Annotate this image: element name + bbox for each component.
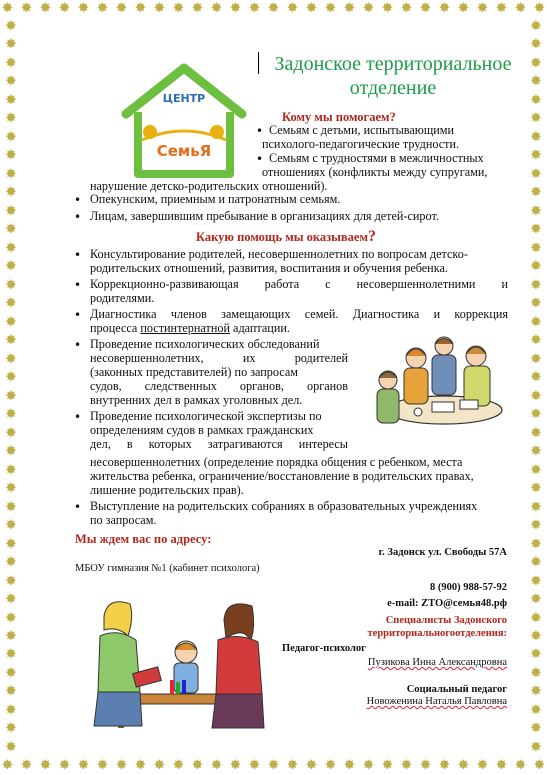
s2-item2-line1: Коррекционно-развивающая работа с несовершеннолетними и (90, 277, 508, 291)
star-icon: ✵ (530, 296, 542, 312)
s2-item3-text-c: адаптации. (229, 321, 290, 335)
star-icon: ✵ (530, 536, 542, 552)
star-icon: ✵ (420, 1, 431, 16)
star-icon: ✵ (458, 758, 469, 773)
star-icon: ✵ (530, 702, 542, 718)
star-icon: ✵ (40, 1, 51, 16)
star-icon: ✵ (530, 55, 542, 71)
star-icon: ✵ (230, 1, 241, 16)
star-icon: ✵ (382, 758, 393, 773)
staff-name-2-text: Новоженина Наталья Павловна (366, 696, 507, 707)
star-icon: ✵ (5, 92, 17, 108)
s2-item6-line2: по запросам. (90, 513, 157, 527)
star-icon: ✵ (530, 314, 542, 330)
people-at-table-icon (372, 328, 510, 438)
star-icon: ✵ (5, 407, 17, 423)
star-icon: ✵ (21, 758, 32, 773)
star-icon: ✵ (530, 481, 542, 497)
star-icon: ✵ (2, 758, 13, 773)
star-icon: ✵ (530, 573, 542, 589)
star-icon: ✵ (530, 148, 542, 164)
star-icon: ✵ (530, 518, 542, 534)
star-icon: ✵ (534, 758, 545, 773)
star-icon: ✵ (306, 1, 317, 16)
staff-name-1-text: Пузикова Инна Александровна (367, 657, 507, 668)
star-icon: ✵ (530, 739, 542, 755)
staff-heading-line2: территориальногоотделения: (367, 628, 507, 639)
star-icon: ✵ (116, 758, 127, 773)
star-icon: ✵ (97, 1, 108, 16)
star-icon: ✵ (5, 129, 17, 145)
star-icon: ✵ (530, 351, 542, 367)
star-icon: ✵ (78, 1, 89, 16)
bullet-icon: • (256, 124, 264, 138)
star-icon: ✵ (5, 665, 17, 681)
s2-item5-line5: жительства ребенка, ограничение/восстановление в родительских правах, (90, 469, 474, 483)
star-icon: ✵ (5, 444, 17, 460)
star-icon: ✵ (530, 203, 542, 219)
star-icon: ✵ (5, 37, 17, 53)
star-icon: ✵ (530, 444, 542, 460)
star-icon: ✵ (515, 1, 526, 16)
star-icon: ✵ (5, 388, 17, 404)
bullet-icon: • (74, 308, 82, 322)
star-icon: ✵ (325, 758, 336, 773)
s1-item2-line3: нарушение детско-родительских отношений). (90, 179, 328, 193)
star-icon: ✵ (249, 758, 260, 773)
star-icon: ✵ (530, 684, 542, 700)
s2-item5-line4: несовершеннолетних (определение порядка общения с ребенком, места (90, 455, 463, 469)
staff-role-1: Педагог-психолог (282, 643, 366, 654)
star-icon: ✵ (382, 1, 393, 16)
star-icon: ✵ (2, 1, 13, 16)
s2-item5-line3: дел, в которых затрагиваются интересы (90, 437, 348, 451)
address-heading: Мы ждем вас по адресу: (75, 532, 212, 546)
star-icon: ✵ (530, 166, 542, 182)
star-icon: ✵ (192, 758, 203, 773)
star-icon: ✵ (59, 1, 70, 16)
star-icon: ✵ (420, 758, 431, 773)
centre-family-logo (120, 62, 248, 180)
contact-phone: 8 (900) 988-57-92 (430, 582, 507, 593)
star-icon: ✵ (530, 333, 542, 349)
star-icon: ✵ (5, 573, 17, 589)
star-icon: ✵ (230, 758, 241, 773)
s2-item3-text-b: постинтернатной (140, 321, 230, 335)
s2-item2-line2: родителями. (90, 291, 155, 305)
s2-item5-line6: лишение родительских прав). (90, 483, 244, 497)
s2-item1-line1: Консультирование родителей, несовершеннолетних по вопросам детско- (90, 247, 468, 261)
star-icon: ✵ (5, 277, 17, 293)
s2-item4-line3: (законных представителей) по запросам (90, 365, 298, 379)
bullet-icon: • (74, 278, 82, 292)
s1-item2-line2: отношениях (конфликты между супругами, (262, 165, 488, 179)
star-border-bottom (0, 757, 547, 775)
address-place: МБОУ гимназия №1 (кабинет психолога) (75, 563, 260, 574)
family-with-psychologist-icon (78, 596, 276, 730)
s2-item4-line2: несовершеннолетних, их родителей (90, 351, 348, 365)
staff-role-2: Социальный педагог (406, 684, 507, 695)
contact-email: e-mail: ZTO@семья48.рф (387, 598, 507, 609)
star-icon: ✵ (59, 758, 70, 773)
s2-item6-line1: Выступление на родительских собраниях в образовательных учреждениях (90, 499, 478, 513)
star-icon: ✵ (5, 111, 17, 127)
star-icon: ✵ (401, 1, 412, 16)
star-icon: ✵ (530, 92, 542, 108)
s2-item3-line1: Диагностика членов замещающих семей. Диагностика и коррекция (90, 307, 508, 321)
star-icon: ✵ (325, 1, 336, 16)
star-icon: ✵ (21, 1, 32, 16)
star-icon: ✵ (5, 333, 17, 349)
star-icon: ✵ (477, 758, 488, 773)
star-icon: ✵ (135, 758, 146, 773)
star-icon: ✵ (5, 222, 17, 238)
star-icon: ✵ (530, 111, 542, 127)
star-icon: ✵ (5, 481, 17, 497)
title-line-1: Задонское территориальное (274, 53, 512, 75)
star-icon: ✵ (287, 1, 298, 16)
s2-item1-line2: родительских отношений, развития, воспитания и обучения ребенка. (90, 261, 448, 275)
star-icon: ✵ (5, 592, 17, 608)
star-icon: ✵ (154, 1, 165, 16)
star-icon: ✵ (530, 665, 542, 681)
star-icon: ✵ (530, 462, 542, 478)
star-icon: ✵ (5, 462, 17, 478)
star-icon: ✵ (5, 240, 17, 256)
star-icon: ✵ (477, 1, 488, 16)
logo-bottom-text: СемьЯ (156, 142, 212, 160)
star-icon: ✵ (5, 536, 17, 552)
bullet-icon: • (74, 338, 82, 352)
family-illustration (78, 596, 276, 730)
star-icon: ✵ (5, 610, 17, 626)
bullet-icon: • (256, 152, 264, 166)
s1-item1-line1: Семьям с детьми, испытывающими (269, 123, 455, 137)
staff-name-2 (367, 695, 507, 708)
star-icon: ✵ (5, 647, 17, 663)
staff-heading (368, 614, 507, 640)
star-icon: ✵ (306, 758, 317, 773)
bullet-icon: • (74, 193, 82, 207)
logo-top-text: ЦЕНТР (162, 92, 206, 105)
star-icon: ✵ (5, 425, 17, 441)
s1-item3: Опекунским, приемным и патронатным семьям. (90, 192, 341, 206)
s1-item1-line2: психолого-педагогические трудности. (262, 137, 460, 151)
star-icon: ✵ (5, 628, 17, 644)
section2-heading (196, 228, 376, 246)
section2-heading-text: Какую помощь мы оказываем (196, 230, 368, 244)
star-icon: ✵ (5, 55, 17, 71)
s2-item4-line1: Проведение психологических обследований (90, 337, 320, 351)
star-icon: ✵ (78, 758, 89, 773)
star-icon: ✵ (344, 1, 355, 16)
star-icon: ✵ (530, 592, 542, 608)
star-icon: ✵ (530, 19, 542, 34)
text-cursor (258, 52, 259, 74)
s2-item4-line4: судов, следственных органов, органов (90, 379, 348, 393)
star-icon: ✵ (530, 222, 542, 238)
s1-item2-line1: Семьям с трудностями в межличностных (269, 151, 484, 165)
s2-item3-line2 (90, 322, 290, 335)
s2-item5-line2: определениям судов в рамках гражданских (90, 423, 314, 437)
star-icon: ✵ (458, 1, 469, 16)
star-icon: ✵ (268, 758, 279, 773)
star-icon: ✵ (5, 739, 17, 755)
star-icon: ✵ (268, 1, 279, 16)
star-icon: ✵ (173, 1, 184, 16)
section2-heading-mark: ? (367, 228, 376, 245)
star-icon: ✵ (249, 1, 260, 16)
star-icon: ✵ (173, 758, 184, 773)
star-icon: ✵ (5, 702, 17, 718)
page-title (258, 52, 528, 100)
star-icon: ✵ (5, 499, 17, 515)
s2-item4-line5: внутренних дел в рамках уголовных дел. (90, 393, 303, 407)
title-line-2: отделение (349, 77, 437, 99)
star-icon: ✵ (5, 518, 17, 534)
s2-item3-text-a: процесса (90, 321, 141, 335)
address-street: г. Задонск ул. Свободы 57А (378, 547, 507, 558)
star-icon: ✵ (530, 277, 542, 293)
star-icon: ✵ (211, 1, 222, 16)
star-icon: ✵ (530, 610, 542, 626)
star-icon: ✵ (530, 129, 542, 145)
s1-item4: Лицам, завершившим пребывание в организациях для детей-сирот. (90, 209, 439, 223)
star-icon: ✵ (530, 407, 542, 423)
star-icon: ✵ (5, 166, 17, 182)
star-icon: ✵ (5, 684, 17, 700)
star-icon: ✵ (439, 758, 450, 773)
star-icon: ✵ (530, 499, 542, 515)
star-icon: ✵ (439, 1, 450, 16)
star-border-left (2, 18, 20, 757)
star-icon: ✵ (530, 370, 542, 386)
star-icon: ✵ (5, 259, 17, 275)
star-icon: ✵ (5, 370, 17, 386)
star-icon: ✵ (530, 185, 542, 201)
staff-name-1 (368, 656, 507, 669)
star-icon: ✵ (530, 259, 542, 275)
star-icon: ✵ (496, 1, 507, 16)
star-icon: ✵ (5, 351, 17, 367)
star-icon: ✵ (5, 19, 17, 34)
star-icon: ✵ (135, 1, 146, 16)
bullet-icon: • (74, 500, 82, 514)
house-logo-icon (120, 62, 248, 180)
star-icon: ✵ (530, 628, 542, 644)
bullet-icon: • (74, 410, 82, 424)
star-icon: ✵ (530, 647, 542, 663)
star-border-top (0, 0, 547, 18)
star-icon: ✵ (534, 1, 545, 16)
star-icon: ✵ (530, 555, 542, 571)
s2-item5-line1: Проведение психологической экспертизы по (90, 409, 322, 423)
star-icon: ✵ (5, 721, 17, 737)
section1-heading: Кому мы помогаем? (282, 110, 396, 124)
star-icon: ✵ (5, 314, 17, 330)
staff-heading-line1: Специалисты Задонского (385, 615, 507, 626)
star-icon: ✵ (154, 758, 165, 773)
star-icon: ✵ (530, 388, 542, 404)
meeting-illustration (372, 328, 510, 438)
star-icon: ✵ (287, 758, 298, 773)
star-border-right (527, 18, 545, 757)
star-icon: ✵ (5, 555, 17, 571)
star-icon: ✵ (530, 240, 542, 256)
star-icon: ✵ (116, 1, 127, 16)
star-icon: ✵ (5, 185, 17, 201)
star-icon: ✵ (344, 758, 355, 773)
star-icon: ✵ (401, 758, 412, 773)
bullet-icon: • (74, 248, 82, 262)
bullet-icon: • (74, 210, 82, 224)
star-icon: ✵ (40, 758, 51, 773)
star-icon: ✵ (211, 758, 222, 773)
star-icon: ✵ (363, 1, 374, 16)
star-icon: ✵ (5, 203, 17, 219)
star-icon: ✵ (515, 758, 526, 773)
star-icon: ✵ (530, 37, 542, 53)
star-icon: ✵ (530, 721, 542, 737)
star-icon: ✵ (5, 74, 17, 90)
star-icon: ✵ (5, 296, 17, 312)
star-icon: ✵ (192, 1, 203, 16)
star-icon: ✵ (97, 758, 108, 773)
star-icon: ✵ (530, 425, 542, 441)
star-icon: ✵ (363, 758, 374, 773)
star-icon: ✵ (530, 74, 542, 90)
star-icon: ✵ (496, 758, 507, 773)
star-icon: ✵ (5, 148, 17, 164)
